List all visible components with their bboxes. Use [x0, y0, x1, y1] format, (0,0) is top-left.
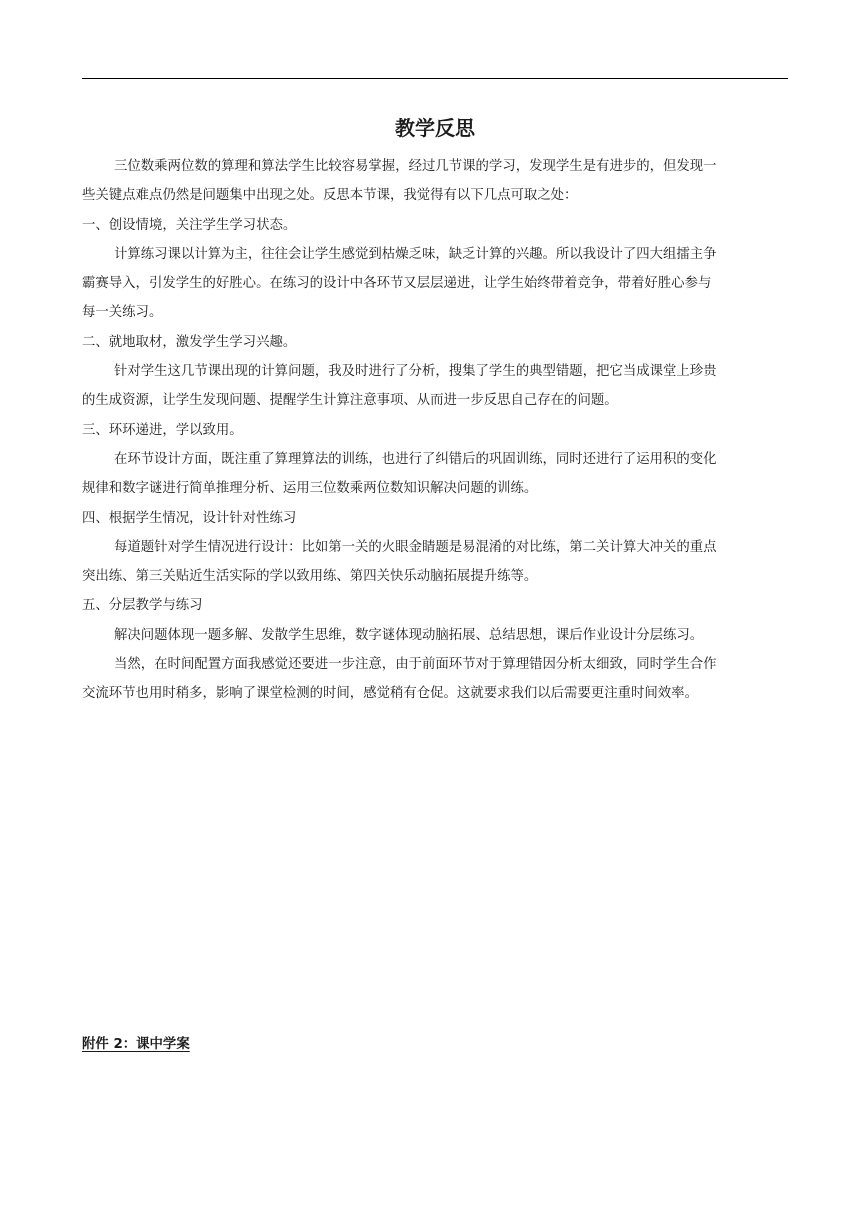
paragraph-line: 每道题针对学生情况进行设计：比如第一关的火眼金睛题是易混淆的对比练，第二关计算大冲关的重点: [114, 539, 717, 555]
paragraph-line: 当然，在时间配置方面我感觉还要进一步注意，由于前面环节对于算理错因分析太细致，同时学生合作: [114, 657, 717, 673]
paragraph-line: 针对学生这几节课出现的计算问题，我及时进行了分析，搜集了学生的典型错题，把它当成课堂上珍贵: [114, 364, 717, 380]
paragraph-line: 在环节设计方面，既注重了算理算法的训练，也进行了纠错后的巩固训练，同时还进行了运用积的变化: [114, 451, 717, 467]
header-rule: [82, 78, 788, 79]
paragraph-line: 霸赛导入，引发学生的好胜心。在练习的设计中各环节又层层递进，让学生始终带着竞争，带着好胜心参与: [82, 276, 712, 292]
paragraph-line: 的生成资源，让学生发现问题、提醒学生计算注意事项、从而进一步反思自己存在的问题。: [82, 393, 618, 409]
section-heading: 三、环环递进，学以致用。: [82, 422, 243, 438]
section-heading: 二、就地取材，激发学生学习兴趣。: [82, 334, 297, 350]
paragraph-line: 每一关练习。: [82, 305, 163, 321]
document-body: [82, 152, 792, 709]
page-title: 教学反思: [395, 116, 475, 140]
paragraph-line: 些关键点难点仍然是问题集中出现之处。反思本节课，我觉得有以下几点可取之处：: [82, 188, 578, 204]
paragraph-line: 规律和数字谜进行简单推理分析、运用三位数乘两位数知识解决问题的训练。: [82, 481, 538, 497]
paragraph-line: 三位数乘两位数的算理和算法学生比较容易掌握，经过几节课的学习，发现学生是有进步的，但发现一: [114, 159, 717, 174]
paragraph-line: 解决问题体现一题多解、发散学生思维，数字谜体现动脑拓展、总结思想，课后作业设计分层练习。: [114, 627, 704, 643]
section-heading: 四、根据学生情况，设计针对性练习: [82, 510, 297, 526]
paragraph-line: 突出练、第三关贴近生活实际的学以致用练、第四关快乐动脑拓展提升练等。: [82, 569, 538, 585]
paragraph-line: 交流环节也用时稍多，影响了课堂检测的时间，感觉稍有仓促。这就要求我们以后需要更注重时间效率。: [82, 686, 698, 702]
paragraph-line: 计算练习课以计算为主，往往会让学生感觉到枯燥乏味，缺乏计算的兴趣。所以我设计了四大组擂主争: [114, 246, 717, 262]
section-heading: 五、分层教学与练习: [82, 598, 203, 614]
appendix-label: 附件 2：课中学案: [82, 1037, 190, 1052]
section-heading: 一、创设情境，关注学生学习状态。: [82, 217, 297, 233]
